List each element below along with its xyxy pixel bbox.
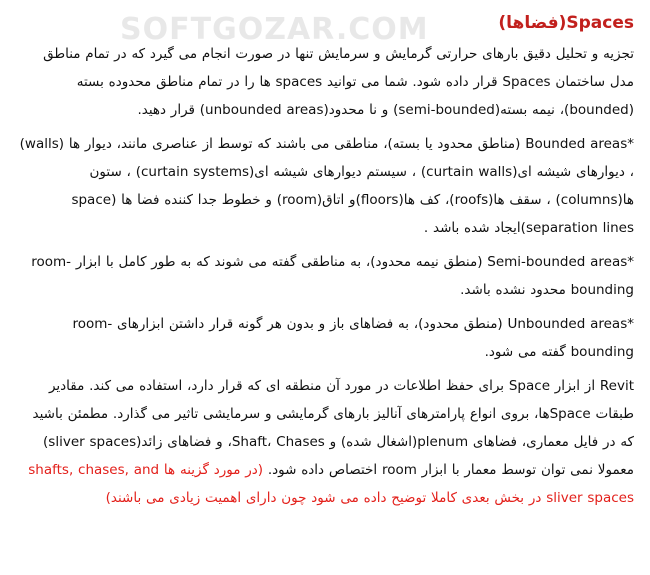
revit-space-paragraph <box>16 372 634 512</box>
unbounded-areas-paragraph: *Unbounded areas (منطق محدود)، به فضاهای باز و بدون هر گونه قرار داشتن ابزارهای room-bounding گفته می شود. <box>72 316 634 360</box>
note-red-text: (در مورد گزینه ها shafts, chases, and sliver spaces در بخش بعدی کاملا توضیح داده می شود چون دارای اهمیت زیادی می باشند) <box>28 462 634 506</box>
semi-bounded-areas-paragraph: *Semi-bounded areas (منطق نیمه محدود)، به مناطقی گفته می شوند که به طور کامل با ابزار room-bounding محدود نشده باشد. <box>31 254 634 298</box>
bounded-areas-paragraph: *Bounded areas (مناطق محدود یا بسته)، مناطقی می باشند که توسط از عناصری مانند، دیوار ها (walls) ، دیوارهای شیشه ای(curtain walls) ، سیستم دیوارهای شیشه ای(curtain systems) ، ستون ها(columns) ، سقف ها(roofs)، کف ها(floors)و اتاق(room) و خطوط جدا کننده فضا ها (space separation lines)ایجاد شده باشد . <box>19 136 634 236</box>
intro-paragraph: تجزیه و تحلیل دقیق بارهای حرارتی گرمایش و سرمایش تنها در صورت انجام می گیرد که در تمام مناطق مدل ساختمان Spaces قرار داده شود. شما می توانید spaces ها را در تمام مناطق محدوده بسته (bounded)، نیمه بسته(semi-bounded) و نا محدود(unbounded areas) قرار دهید. <box>43 46 634 118</box>
page-title: Spaces(فضاها) <box>498 13 634 33</box>
revit-space-text: Revit از ابزار Space برای حفظ اطلاعات در مورد آن منطقه ای که قرار دارد، استفاده می کند. مقادیر طبقات Spaceها، بروی انواع پارامترهای آنالیز بارهای گرمایشی و سرمایشی تاثیر می گذارد. مطمئن باشید که در فایل معماری، فضاهای plenum(اشغال شده) و Shaft، Chases، و فضاهای زائد(sliver spaces) معمولا نمی توان توسط معمار با ابزار room اختصاص داده شود. <box>32 378 634 478</box>
watermark: SOFTGOZAR.COM <box>120 12 429 47</box>
